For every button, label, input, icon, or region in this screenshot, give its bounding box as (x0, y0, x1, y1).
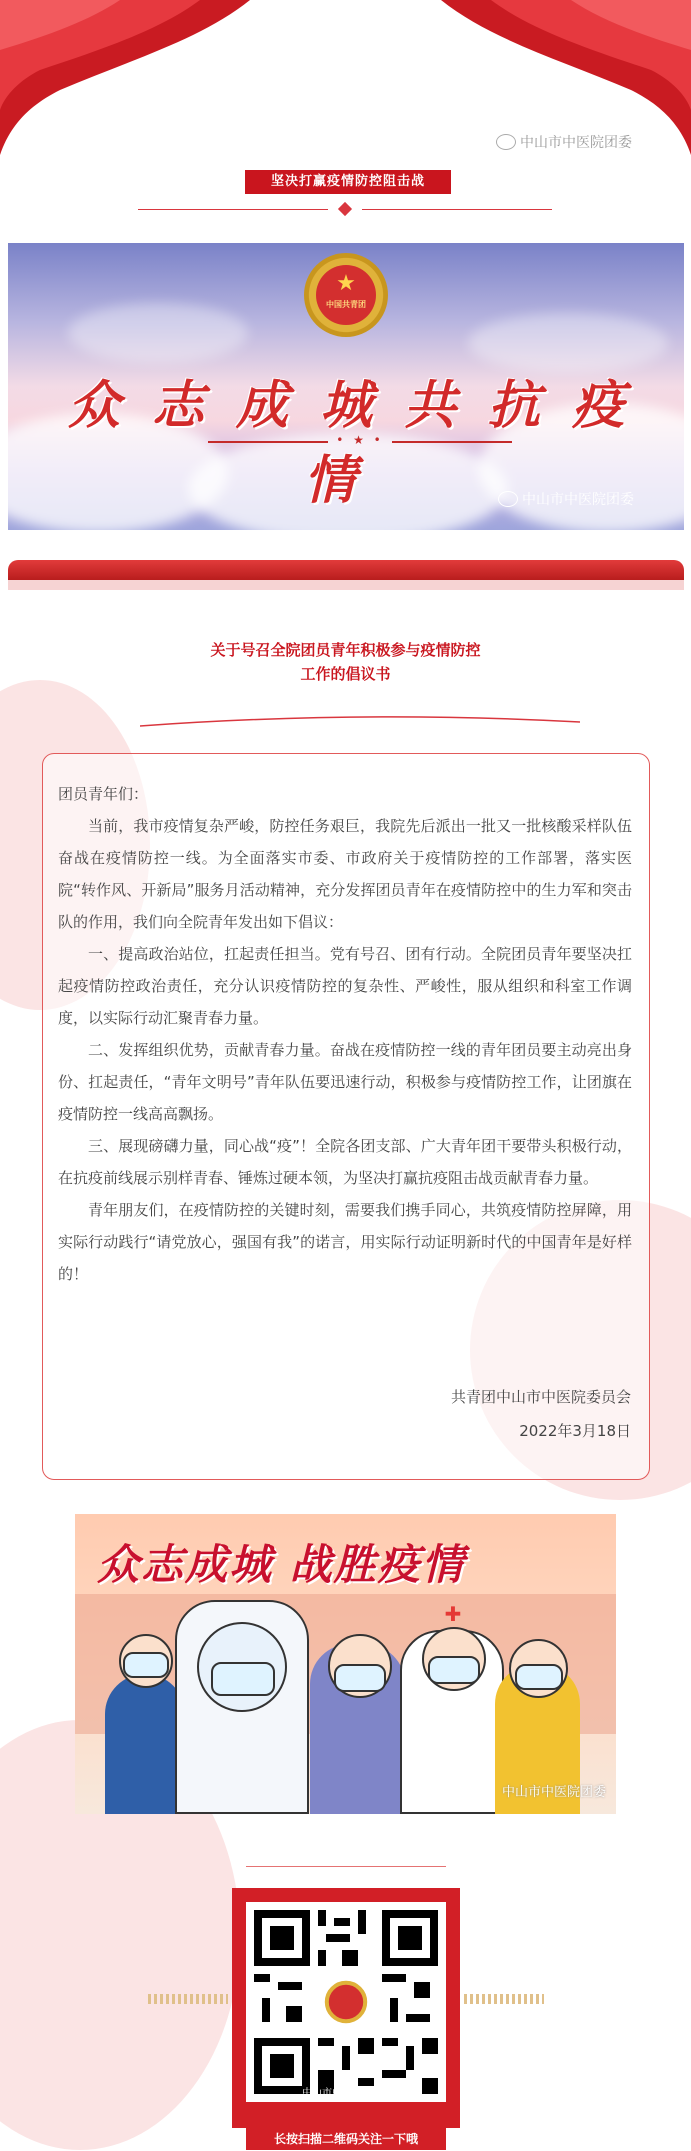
divider-left (138, 209, 328, 210)
side-ornament-right (464, 1994, 544, 2004)
side-ornament-left (148, 1994, 228, 2004)
poster-image (75, 1514, 616, 1814)
qr-divider (246, 1866, 446, 1867)
hero-banner (8, 243, 684, 530)
divider-right (362, 209, 552, 210)
qr-code-image[interactable] (246, 1902, 446, 2102)
qr-watermark: 中山市中医院团委 (302, 2088, 382, 2099)
letter-date: 2022年3月18日 (519, 1422, 631, 1440)
star-row-icon: • ★ • (336, 433, 384, 447)
doctor-figure (105, 1674, 185, 1814)
banner-line-right (392, 441, 512, 443)
banner-line-left (208, 441, 328, 443)
diamond-ornament (338, 202, 352, 216)
cloud (68, 303, 248, 363)
qr-code-frame (232, 1888, 460, 2128)
banner-title: 众志成城共抗疫情 (67, 375, 656, 511)
header-watermark: 中山市中医院团委 (496, 132, 632, 152)
letter-paragraph: 青年朋友们，在疫情防控的关键时刻，需要我们携手同心，共筑疫情防控屏障，用实际行动践行“请党放心，强国有我”的诺言，用实际行动证明新时代的中国青年是好样的！ (58, 1201, 632, 1283)
youth-league-emblem: ★ 中国共青团 (304, 253, 388, 337)
qr-caption: 长按扫描二维码关注一下哦 (246, 2128, 446, 2150)
red-cross-icon: ✚ (444, 1602, 462, 1626)
wechat-icon (498, 491, 518, 507)
letter-paragraph: 二、发挥组织优势，贡献青春力量。奋战在疫情防控一线的青年团员要主动亮出身份、扛起责任，“青年文明号”青年队伍要迅速行动，积极参与疫情防控工作，让团旗在疫情防控一线高高飘扬。 (58, 1041, 632, 1123)
poster-watermark: 中山市中医院团委 (501, 1785, 606, 1800)
nurse-figure (400, 1602, 504, 1814)
red-band-shadow (8, 580, 684, 590)
document-title: 关于号召全院团员青年积极参与疫情防控 工作的倡议书 (210, 641, 481, 683)
letter-signature: 共青团中山市中医院委员会 (450, 1388, 631, 1406)
star-icon: ★ (336, 271, 356, 296)
banner-watermark: 中山市中医院团委 (498, 489, 634, 509)
protective-suit-figure (175, 1600, 309, 1814)
letter-body (58, 778, 632, 1290)
title-underline (140, 712, 580, 732)
letter-paragraph: 一、提高政治站位，扛起责任担当。党有号召、团有行动。全院团员青年要坚决扛起疫情防控政治责任，充分认识疫情防控的复杂性、严峻性，服从组织和科室工作调度，以实际行动汇聚青春力量。 (58, 945, 632, 1027)
curtain-left-decoration (0, 0, 250, 155)
letter-greeting: 团员青年们： (58, 785, 149, 803)
letter-paragraph: 三、展现磅礴力量，同心战“疫”！全院各团支部、广大青年团干要带头积极行动，在抗疫前线展示别样青春、锤炼过硬本领，为坚决打赢抗疫阻击战贡献青春力量。 (58, 1137, 632, 1187)
red-band-divider (8, 560, 684, 580)
nurse-figure (310, 1644, 405, 1814)
wechat-icon (496, 134, 516, 150)
qr-code-icon (246, 1902, 446, 2102)
poster-title: 众志成城 战胜疫情 (97, 1540, 466, 1589)
letter-paragraph: 当前，我市疫情复杂严峻，防控任务艰巨，我院先后派出一批又一批核酸采样队伍奋战在疫情防控一线。为全面落实市委、市政府关于疫情防控的工作部署，落实医院“转作风、开新局”服务月活动精神，充分发挥团员青年在疫情防控中的生力军和突击队的作用，我们向全院青年发出如下倡议： (58, 817, 632, 931)
header-tag: 坚决打赢疫情防控阻击战 (245, 170, 451, 194)
